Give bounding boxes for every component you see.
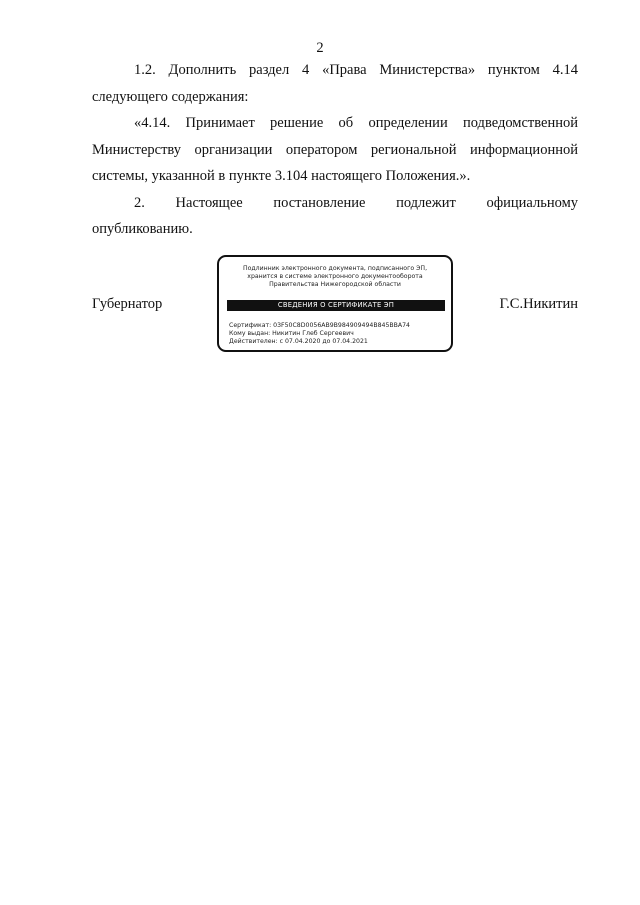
word: подведомственной (462, 115, 578, 131)
word: Министерству (92, 142, 182, 158)
certificate-validity: Действителен: с 07.04.2020 до 07.04.2021 (229, 338, 368, 345)
word: оператором (285, 142, 358, 158)
page-number: 2 (316, 40, 324, 56)
stamp-certificate-title: СВЕДЕНИЯ О СЕРТИФИКАТЕ ЭП (227, 300, 445, 311)
stamp-header-line: Правительства Нижегородской области (269, 281, 401, 288)
word: 2. (134, 195, 145, 211)
stamp-certificate-info (229, 322, 410, 346)
stamp-header (219, 265, 451, 289)
word: Министерства» (379, 62, 476, 78)
word: 4.14 (552, 62, 578, 78)
word: пунктом (487, 62, 540, 78)
word: «4.14. (134, 115, 171, 131)
word: постановление (273, 195, 366, 211)
para2-line1 (134, 115, 578, 132)
signatory-name: Г.С.Никитин (499, 296, 578, 312)
para1-line1 (134, 62, 578, 79)
stamp-header-line: хранится в системе электронного документооборота (247, 273, 423, 280)
certificate-number: Сертификат: 03F50C8D0056AB9B984909494B845BBA74 (229, 322, 410, 329)
word: «Права (322, 62, 367, 78)
para1-line2: следующего содержания: (92, 89, 249, 105)
word: официальному (486, 195, 578, 211)
para2-line3: системы, указанной в пункте 3.104 настоящего Положения.». (92, 168, 471, 184)
para3-line1 (134, 195, 578, 212)
word: информационной (469, 142, 578, 158)
word: раздел (249, 62, 290, 78)
word: 1.2. (134, 62, 156, 78)
word: об (338, 115, 354, 131)
signatory-position: Губернатор (92, 296, 163, 312)
stamp-header-line: Подлинник электронного документа, подписанного ЭП, (242, 265, 428, 272)
para3-line2: опубликованию. (92, 221, 193, 237)
word: 4 (302, 62, 310, 78)
word: Принимает (185, 115, 255, 131)
para2-line2 (92, 142, 578, 159)
certificate-owner: Кому выдан: Никитин Глеб Сергеевич (229, 330, 354, 337)
word: региональной (370, 142, 457, 158)
word: Настоящее (175, 195, 243, 211)
word: определении (368, 115, 448, 131)
word: решение (270, 115, 324, 131)
electronic-signature-stamp (217, 255, 453, 352)
word: подлежит (396, 195, 456, 211)
word: Дополнить (168, 62, 237, 78)
word: организации (194, 142, 273, 158)
